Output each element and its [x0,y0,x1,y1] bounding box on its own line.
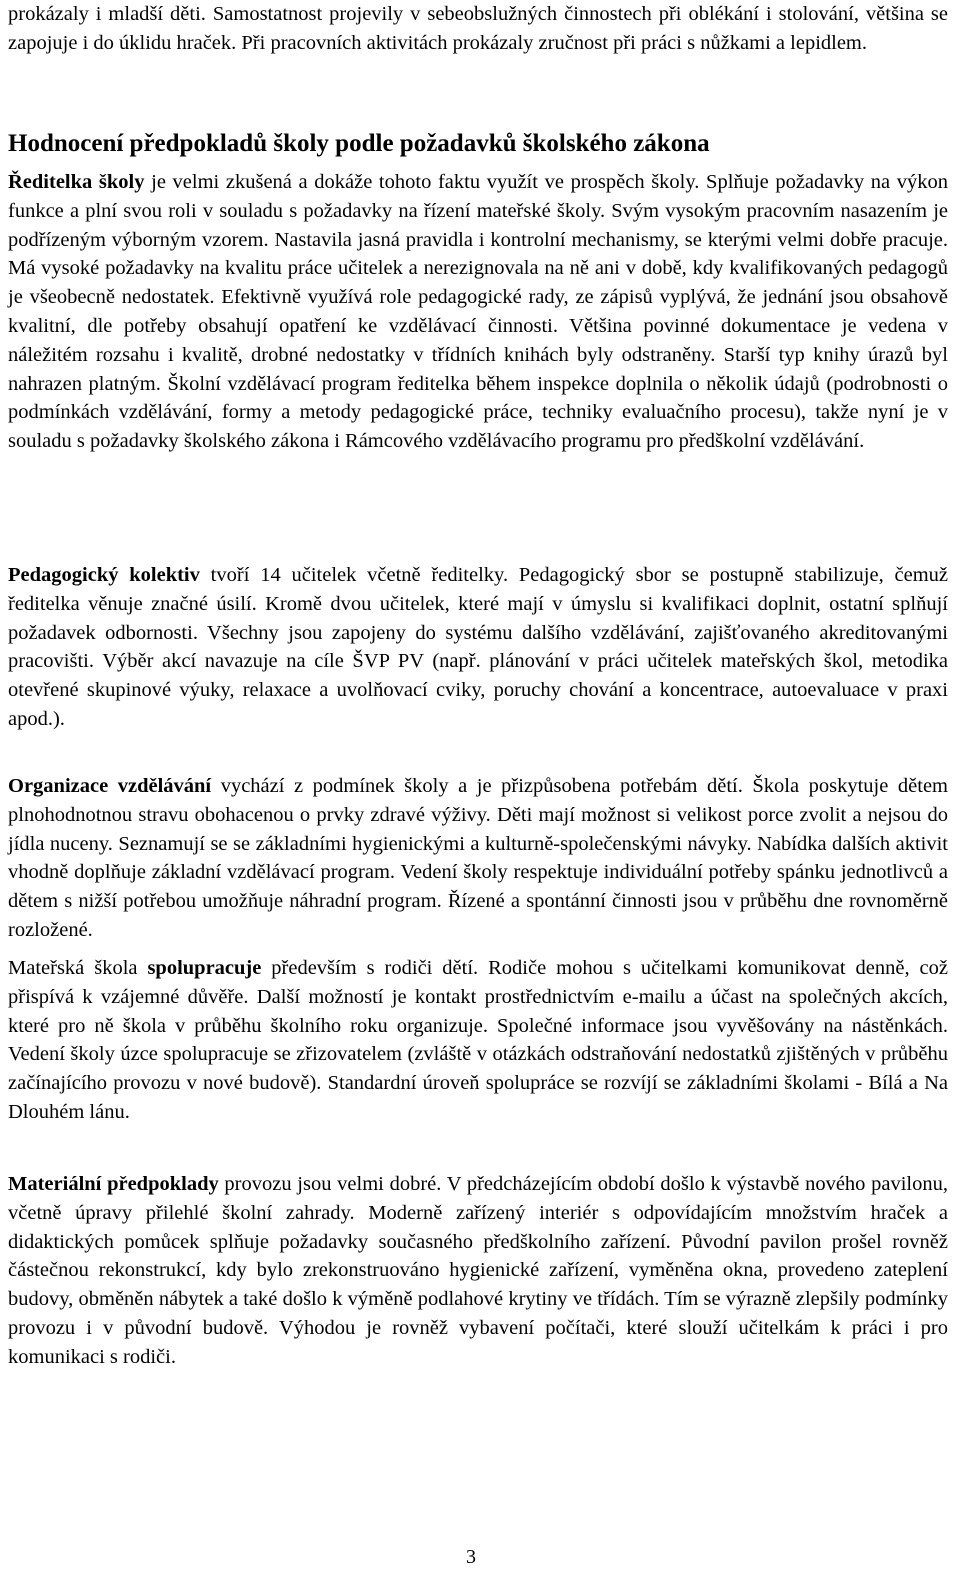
intro-paragraph: prokázaly i mladší děti. Samostatnost projevily v sebeobslužných činnostech při oblékání i stolování, většina se zapojuje i do úklidu hraček. Při pracovních aktivitách prokázaly zručnost při práci s nůžkami a lepidlem. [8,3,948,54]
paragraph-text: vychází z podmínek školy a je přizpůsobena potřebám dětí. Škola poskytuje dětem plnohodnotnou stravu obohacenou o prvky zdravé výživy. Děti mají možnost si velikost porce zvolit a nejsou do jídla nuceny. Seznamují se se základními hygienickými a kulturně-společenskými návyky. Nabídka dalších aktivit vhodně doplňuje základní vzdělávací program. Vedení školy respektuje individuální potřeby spánku jednotlivců a dětem s nižší potřebou umožňuje náhradní program. Řízené a spontánní činnosti jsou v průběhu dne rovnoměrně rozložené. [8,775,948,941]
paragraph-materialni [8,1170,948,1372]
paragraph-spoluprace [8,954,948,1127]
paragraph-text: provozu jsou velmi dobré. V předcházejícím období došlo k výstavbě nového pavilonu, včetně úpravy přilehlé školní zahrady. Moderně zařízený interiér s odpovídajícím množstvím hraček a didaktických pomůcek splňuje požadavky současného předškolního zařízení. Původní pavilon prošel rovněž částečnou rekonstrukcí, kdy bylo zrekonstruováno hygienické zařízení, vyměněna okna, provedeno zateplení budovy, obměněn nábytek a také došlo k výměně podlahové krytiny ve třídách. Tím se výrazně zlepšily podmínky provozu i v původní budově. Výhodou je rovněž vybavení počítači, které slouží učitelkám k práci i pro komunikaci s rodiči. [8,1173,948,1368]
paragraph-reditelka [8,168,948,456]
paragraph-prefix: Mateřská škola [8,957,148,979]
document-page [8,0,948,1368]
paragraph-text: tvoří 14 učitelek včetně ředitelky. Pedagogický sbor se postupně stabilizuje, čemuž ředitelka věnuje značné úsilí. Kromě dvou učitelek, které mají v úmyslu si kvalifikaci doplnit, ostatní splňují požadavek odbornosti. Všechny jsou zapojeny do systému dalšího vzdělávání, zajišťovaného akreditovanými pracovišti. Výběr akcí navazuje na cíle ŠVP PV (např. plánování v práci učitelek mateřských škol, metodika otevřené skupinové výuky, relaxace a uvolňovací cviky, poruchy chování a koncentrace, autoevaluace v praxi apod.). [8,564,948,730]
section-heading: Hodnocení předpokladů školy podle požadavků školského zákona [8,130,710,157]
paragraph-pedagogicky-kolektiv [8,561,948,734]
lead-term: spolupracuje [147,957,262,979]
paragraph-text: především s rodiči dětí. Rodiče mohou s učitelkami komunikovat denně, což přispívá k vzájemné důvěře. Další možností je kontakt prostřednictvím e-mailu a účast na společných akcích, které pro ně škola v průběhu školního roku organizuje. Společné informace jsou vyvěšovány na nástěnkách. Vedení školy úzce spolupracuje se zřizovatelem (zvláště v otázkách odstraňování nedostatků zjištěných v průběhu začínajícího provozu v nové budově). Standardní úroveň spolupráce se rozvíjí se základními školami - Bílá a Na Dlouhém lánu. [8,957,948,1123]
lead-term: Pedagogický kolektiv [8,564,200,586]
page-number: 3 [466,1546,476,1568]
lead-term: Ředitelka školy [8,171,145,193]
paragraph-organizace [8,772,948,945]
lead-term: Organizace vzdělávání [8,775,212,797]
paragraph-text: je velmi zkušená a dokáže tohoto faktu využít ve prospěch školy. Splňuje požadavky na výkon funkce a plní svou roli v souladu s požadavky na řízení mateřské školy. Svým vysokým pracovním nasazením je podřízeným výborným vzorem. Nastavila jasná pravidla i kontrolní mechanismy, se kterými velmi dobře pracuje. Má vysoké požadavky na kvalitu práce učitelek a nerezignovala na ně ani v době, kdy kvalifikovaných pedagogů je všeobecně nedostatek. Efektivně využívá role pedagogické rady, ze zápisů vyplývá, že jednání jsou obsahově kvalitní, dle potřeby obsahují opatření ke vzdělávací činnosti. Většina povinné dokumentace je vedena v náležitém rozsahu i kvalitě, drobné nedostatky v třídních knihách byly odstraněny. Starší typ knihy úrazů byl nahrazen platným. Školní vzdělávací program ředitelka během inspekce doplnila o několik údajů (podrobnosti o podmínkách vzdělávání, formy a metody pedagogické práce, techniky evaluačního procesu), takže nyní je v souladu s požadavky školského zákona i Rámcového vzdělávacího programu pro předškolní vzdělávání. [8,171,948,453]
lead-term: Materiální předpoklady [8,1173,219,1195]
